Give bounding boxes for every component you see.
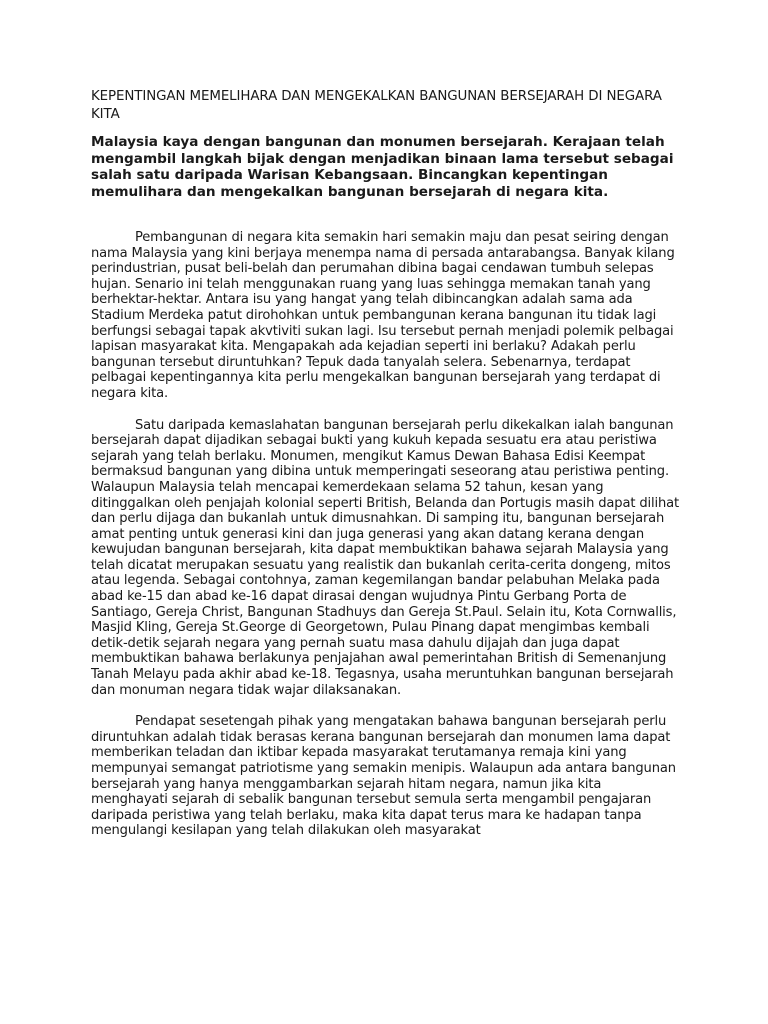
paragraph-2: Satu daripada kemaslahatan bangunan bersejarah perlu dikekalkan ialah bangunan bersejarah dapat dijadikan sebagai bukti yang kukuh kepada sesuatu era atau peristiwa sejarah yang telah berlaku. Monumen, mengikut Kamus Dewan Bahasa Edisi Keempat bermaksud bangunan yang dibina untuk memperingati seseorang atau peristiwa penting. Walaupun Malaysia telah mencapai kemerdekaan selama 52 tahun, kesan yang ditinggalkan oleh penjajah kolonial seperti British, Belanda dan Portugis masih dapat dilihat dan perlu dijaga dan bukanlah untuk dimusnahkan. Di samping itu, bangunan bersejarah amat penting untuk generasi kini dan juga generasi yang akan datang kerana dengan kewujudan bangunan bersejarah, kita dapat membuktikan bahawa sejarah Malaysia yang telah dicatat merupakan sesuatu yang realistik dan bukanlah cerita-cerita dongeng, mitos atau legenda. Sebagai contohnya, zaman kegemilangan bandar pelabuhan Melaka pada abad ke-15 dan abad ke-16 dapat dirasai dengan wujudnya Pintu Gerbang Porta de Santiago, Gereja Christ, Bangunan Stadhuys dan Gereja St.Paul. Selain itu, Kota Cornwallis, Masjid Kling, Gereja St.George di Georgetown, Pulau Pinang dapat mengimbas kembali detik-detik sejarah negara yang pernah suatu masa dahulu dijajah dan juga dapat membuktikan bahawa berlakunya penjajahan awal pemerintahan British di Semenanjung Tanah Melayu pada akhir abad ke-18. Tegasnya, usaha meruntuhkan bangunan bersejarah dan monuman negara tidak wajar dilaksanakan. <box>91 417 679 698</box>
essay-question: Malaysia kaya dengan bangunan dan monumen bersejarah. Kerajaan telah mengambil langkah bijak dengan menjadikan binaan lama tersebut sebagai salah satu daripada Warisan Kebangsaan. Bincangkan kepentingan memulihara dan mengekalkan bangunan bersejarah di negara kita. <box>91 134 674 200</box>
document-page <box>91 88 681 839</box>
paragraph-3: Pendapat sesetengah pihak yang mengatakan bahawa bangunan bersejarah perlu diruntuhkan adalah tidak berasas kerana bangunan bersejarah dan monumen lama dapat memberikan teladan dan iktibar kepada masyarakat terutamanya remaja kini yang mempunyai semangat patriotisme yang semakin menipis. Walaupun ada antara bangunan bersejarah yang hanya menggambarkan sejarah hitam negara, namun jika kita menghayati sejarah di sebalik bangunan tersebut semula serta mengambil pengajaran daripada peristiwa yang telah berlaku, maka kita dapat terus mara ke hadapan tanpa mengulangi kesilapan yang telah dilakukan oleh masyarakat <box>91 714 676 839</box>
document-title: KEPENTINGAN MEMELIHARA DAN MENGEKALKAN BANGUNAN BERSEJARAH DI NEGARA KITA <box>91 89 662 122</box>
paragraph-1: Pembangunan di negara kita semakin hari semakin maju dan pesat seiring dengan nama Malaysia yang kini berjaya menempa nama di persada antarabangsa. Banyak kilang perindustrian, pusat beli-belah dan perumahan dibina bagai cendawan tumbuh selepas hujan. Senario ini telah menggunakan ruang yang luas sehingga memakan tanah yang berhektar-hektar. Antara isu yang hangat yang telah dibincangkan adalah sama ada Stadium Merdeka patut dirohohkan untuk pembangunan kerana bangunan itu tidak lagi berfungsi sebagai tapak akvtiviti sukan lagi. Isu tersebut pernah menjadi polemik pelbagai lapisan masyarakat kita. Mengapakah ada kejadian seperti ini berlaku? Adakah perlu bangunan tersebut diruntuhkan? Tepuk dada tanyalah selera. Sebenarnya, terdapat pelbagai kepentingannya kita perlu mengekalkan bangunan bersejarah yang terdapat di negara kita. <box>91 230 675 401</box>
